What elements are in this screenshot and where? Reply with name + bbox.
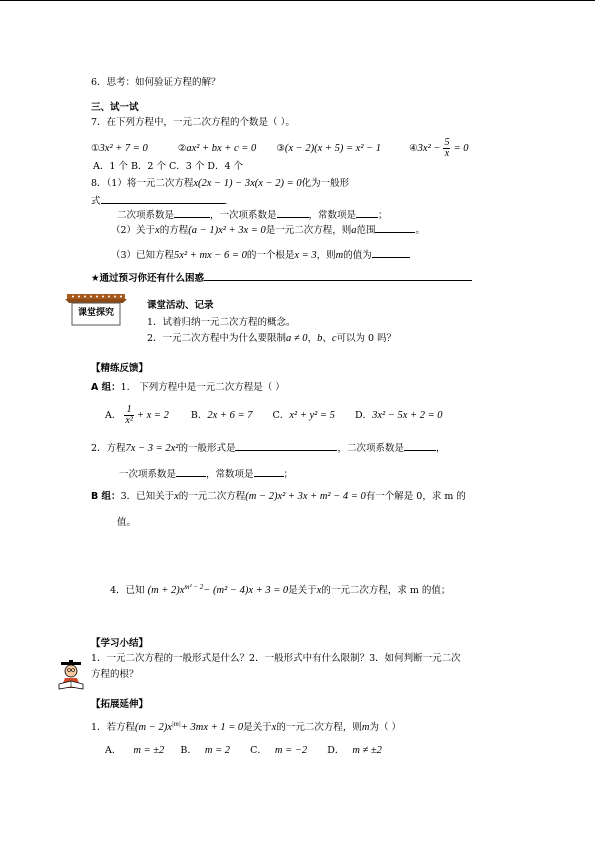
reading-student-icon [55,660,87,690]
answer-blank[interactable] [174,207,210,218]
extend-q1-options: A． m = ±2 B． m = 2 C． m = −2 D． m ≠ ±2 [105,745,382,756]
answer-blank[interactable] [235,440,337,451]
equation: x(2x − 1) − 3x(x − 2) = 0 [193,178,302,189]
feedback-a-1: A 组：1． 下列方程中是一元二次方程是（ ） [91,382,285,393]
option-3-label: ③ [276,143,285,154]
option-4-lead: 3x² − [417,143,441,154]
question-8-part-1-cont: 式 . [91,193,228,208]
feedback-a-1-options: A． $\frac{1}{\text{x²}}$ + x = 2 B．2x + 6 = 7 C．x² + y² = 5 D．3x² − 5x + 2 = 0 [105,404,443,426]
question-7-options [91,138,468,159]
page-top-border [0,0,595,1]
inquiry-title: 课堂活动、记录 [147,300,214,311]
feedback-a-2-cont: 一次项系数是 ，常数项是 ； [119,466,293,481]
feedback-a-2: 2．方程7x − 3 = 2x²的一般形式是 ，二次项系数是 ， [91,440,445,455]
badge-label: 课堂探究 [77,308,114,318]
feedback-title: 【精练反馈】 [91,363,149,374]
question-8-coefficients: 二次项系数是 ，一次项系数是 ，常数项是 ； [117,207,388,222]
extend-title: 【拓展延伸】 [91,699,149,710]
answer-blank[interactable] [404,440,436,451]
question-8-part-1: 8．（1）将一元二次方程x(2x − 1) − 3x(x − 2) = 0化为一般形 [91,178,350,189]
equation: (a − 1)x² + 3x = 0 [188,225,266,236]
answer-blank[interactable] [277,207,309,218]
option-1-label: ① [91,143,100,154]
answer-blank[interactable] [375,222,415,233]
feedback-b-3: B 组：3．已知关于x的一元二次方程(m − 2)x² + 3x + m² − 4 = 0有一个解是 0，求 m 的 [91,491,466,502]
option-1-equation: 3x² + 7 = 0 [99,143,148,154]
answer-blank[interactable] [254,466,284,477]
option-4-tail: = 0 [453,143,469,154]
option-2-equation: ax² + bx + c = 0 [186,143,257,154]
option-4-fraction: $\frac{5}{x}$ [444,137,450,159]
summary-title: 【学习小结】 [91,638,149,649]
question-6: 6．思考：如何验证方程的解？ [91,77,221,88]
summary-line-1: 1．一元二次方程的一般形式是什么？2．一般形式中有什么限制？3．如何判断一元二次 [91,653,461,664]
question-7-stem: 7．在下列方程中，一元二次方程的个数是（ ）。 [91,117,295,128]
equation: 5x² + mx − 6 = 0 [174,250,247,261]
answer-line[interactable] [204,270,472,281]
preview-question: ★通过预习你还有什么困惑 [91,270,472,285]
feedback-b-3-cont: 值。 [117,517,137,528]
answer-blank[interactable] [356,207,378,218]
question-7-choices: A．1 个 B．2 个 C．3 个 D．4 个 [93,161,244,172]
inquiry-badge [63,294,129,326]
option-2-label: ② [177,143,187,154]
section-3-title: 三、试一试 [91,102,139,113]
option-3-equation: (x − 2)(x + 5) = x² − 1 [284,143,382,154]
summary-line-2: 方程的根？ [91,669,139,680]
option-a-fraction: $\frac{1}{\text{x²}}$ [125,404,133,426]
option-4-label: ④ [409,143,418,154]
inquiry-item-1: 1．试着归纳一元二次方程的概念。 [147,317,296,328]
answer-blank[interactable] [372,247,410,258]
inquiry-item-2: 2．一元二次方程中为什么要限制a ≠ 0，b、c可以为 0 吗？ [147,333,397,344]
answer-blank[interactable] [101,193,225,204]
feedback-b-4: 4．已知 $(m + 2)x^{m^2 - 2}- (m^2 - 4)x + 3 = 0$是关于x的一元二次方程，求 m 的值； [110,582,451,596]
question-8-part-2: （2）关于x的方程(a − 1)x² + 3x = 0是一元二次方程，则a范围 。 [111,222,425,237]
answer-blank[interactable] [176,466,206,477]
extend-q1: 1．若方程$(m - 2)x^{|m|}+ 3mx + 1 = 0$是关于x的一元二次方程，则m为（ ） [91,719,401,733]
question-8-part-3: （3）已知方程5x² + mx − 6 = 0的一个根是x = 3，则m的值为 [111,247,410,262]
